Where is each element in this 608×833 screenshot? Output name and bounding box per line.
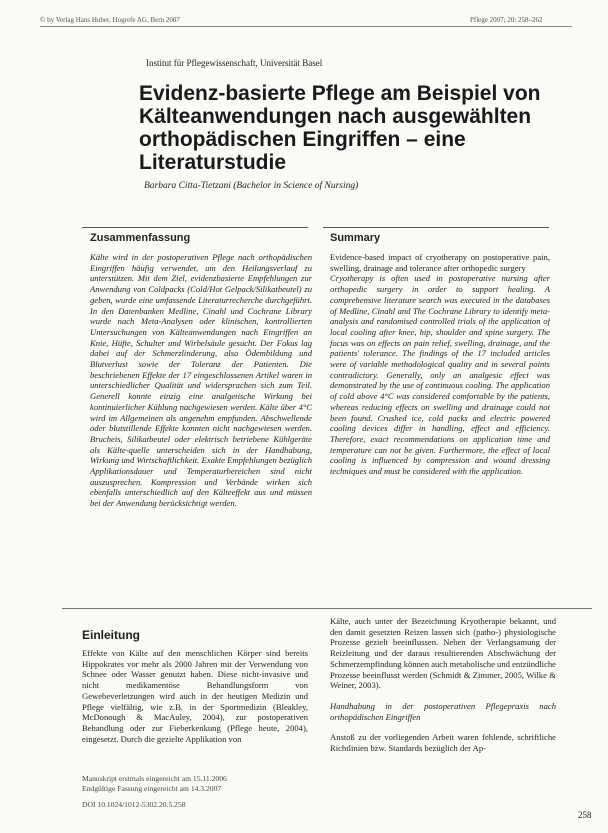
page-number: 258 [578, 810, 592, 820]
summary-rule [323, 227, 549, 228]
footer-accepted: Endgültige Fassung eingereicht am 14.3.2007 [82, 784, 222, 793]
summary-body [330, 252, 550, 602]
journal-header-left: © by Verlag Hans Huber, Hogrefe AG, Bern 2007 [40, 16, 180, 24]
einleitung-right-text2: Anstoß zu der vorliegenden Arbeit waren fehlende, schriftliche Richtlinien bzw. Standards bezüglich der Ap- [330, 732, 556, 754]
einleitung-left-text: Effekte von Kälte auf den menschlichen Körper sind bereits Hippokrates vor mehr als 2000 Jahren mit der Verwendung von Schnee oder Wasser genutzt haben. Diese nicht-invasive und nicht medikamentöse Behandlungsform von Gewebeverletzungen wird auch in der heutigen Medizin und Pflege vielfältig, wie z.B. in der Sportmedizin (Bleakley, McDonough & MacAuley, 2004), zur postoperativen Behandlung oder zur Fieberkenkung (Pflege heute, 2004), eingesetzt. Durch die gezielte Applikation von [82, 648, 308, 744]
zusammenfassung-text: Kälte wird in der postoperativen Pflege nach orthopädischen Eingriffen häufig verwendet, um den Heilungsverlauf zu unterstützen. Mit dem Ziel, evidenzbasierte Empfehlungen zur Anwendung von Coldpacks (Cold/Hot Gelpack/Silikatbeutel) zu geben, wurde eine umfassende Literaturrecherche durchgeführt. In den Datenbanken Medline, Cinahl und Cochrane Library wurde nach Meta-Analysen oder klinischen, kontrollierten Untersuchungen von Kälteanwendungen nach Eingriffen an Knie, Hüfte, Schulter und Wirbelsäule gesucht. Der Fokus lag dabei auf der Schmerzlinderung, also Ödembildung und Blutverlust sowie der Toleranz der Patienten. Die beschriebenen Effekte der 17 eingeschlossenen Artikel waren in unterschiedlicher Qualität und widersprachen sich zum Teil. Generell konnte einzig eine analgetische Wirkung bei kontinuierlicher Kühlung nachgewiesen werden. Kälte über 4°C wird im Allgemeinen als angenehm empfunden. Abschwellende oder blutstillende Effekte konnten nicht nachgewiesen werden. Brucheis, Silikatbeutel oder elektrisch betriebene Kühlgeräte als Kälte-quelle unterscheiden sich in der Handhabung, Wirkung und Wirtschaftlichkeit. Exakte Empfehlungen bezüglich Applikationsdauer und Temperaturbereichen sind nicht auszusprechen. Kompression und Verbände wirken sich ebenfalls unterschiedlich auf den Kälteeffekt aus und müssen bei der Anwendung berücksichtigt werden. [90, 252, 312, 509]
abstract-box-divider [62, 608, 592, 609]
author: Barbara Citta-Tietzani (Bachelor in Science of Nursing) [144, 181, 359, 191]
zusammenfassung-rule [82, 227, 308, 228]
summary-heading: Summary [330, 232, 381, 244]
einleitung-heading: Einleitung [82, 628, 140, 642]
summary-lead: Evidence-based impact of cryotherapy on postoperative pain, swelling, drainage and tolerance after orthopedic surgery [330, 252, 550, 273]
einleitung-right-body [330, 616, 556, 828]
footer-doi: DOI 10.1024/1012-5302.20.5.258 [82, 800, 186, 809]
einleitung-sub-heading: Handhabung in der postoperativen Pflegepraxis nach orthopädischen Eingriffen [330, 700, 556, 722]
journal-header-right: Pflege 2007; 20: 258–262 [470, 16, 543, 24]
institution: Institut für Pflegewissenschaft, Universität Basel [146, 58, 323, 68]
zusammenfassung-heading: Zusammenfassung [90, 232, 191, 244]
footer-received: Manuskript erstmals eingereicht am 15.11.2006 [82, 774, 227, 783]
einleitung-right-text: Kälte, auch unter der Bezeichnung Kryotherapie bekannt, und den damit gesetzten Reizen lassen sich (patho-) physiologische Prozesse gezielt beeinflussen. Neben der Verlangsamung der Reizleitung und der daraus resultierenden Abschwächung der Schmerzempfindung können auch metabolische und entzündliche Prozesse beeinflusst werden (Schmidt & Zimmer, 2005, Wilke & Weiner, 2003). [330, 616, 556, 691]
summary-text: Cryotherapy is often used in postoperative nursing after orthopedic surgery in order to support healing. A comprehensive literature search was executed in the databases of Medline, Cinahl and The Cochrane Library to identify meta-analysis and randomised controlled trials of the application of local cooling after knee, hip, shoulder and spine surgery. The focus was on effects on pain relief, swelling, drainage, and the patients' tolerance. The findings of the 17 included articles were of variable methodological quality and in several points contradictory. Generally, only an analgesic effect was demonstrated by the use of continuous cooling. The application of cold above 4°C was considered comfortable by the patients, whereas reducing effects on swelling and drainage could not been found. Crushed ice, cold packs and electric powered cooling devices differ in handling, effect and efficiency. Therefore, exact recommendations on application time and temperature can not be given. Furthermore, the effect of local cooling is influenced by compression and wound dressing techniques and must be considered with the application. [330, 273, 550, 477]
header-divider [40, 26, 572, 27]
article-title: Evidenz-basierte Pflege am Beispiel von Kälteanwendungen nach ausgewählten orthopädischen Eingriffen – eine Literaturstudie [139, 82, 541, 174]
